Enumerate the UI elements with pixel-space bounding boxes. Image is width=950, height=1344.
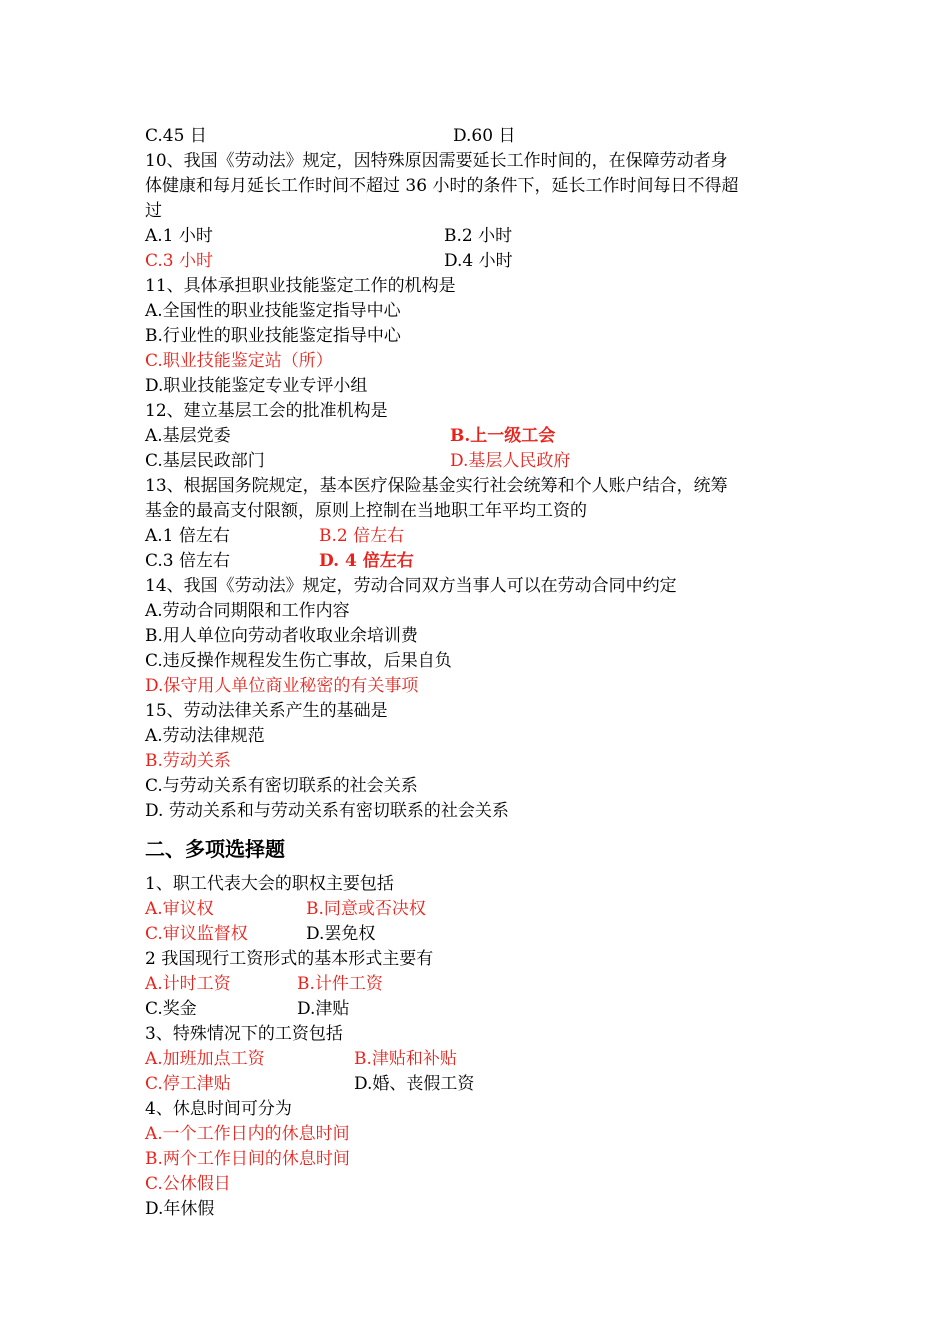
- option-b-answer: B.计件工资: [297, 974, 383, 994]
- option-d: D.罢免权: [306, 924, 376, 944]
- option-a-answer: A.加班加点工资: [145, 1049, 265, 1069]
- text-line: [145, 524, 405, 549]
- option-b: B.2 小时: [444, 226, 513, 246]
- text-line: [145, 922, 376, 947]
- option-c-answer: C.审议监督权: [145, 924, 248, 944]
- option-d: D.津贴: [297, 999, 350, 1019]
- text-line: [145, 549, 414, 574]
- option-c: C.45 日: [145, 126, 207, 146]
- option-c: C.奖金: [145, 999, 197, 1019]
- question-15: 15、劳动法律关系产生的基础是: [145, 701, 388, 721]
- option-b-answer: B.2 倍左右: [319, 526, 405, 546]
- option-d: D.60 日: [453, 126, 516, 146]
- option-b: B.用人单位向劳动者收取业余培训费: [145, 626, 418, 646]
- text-line: [145, 124, 516, 149]
- option-a: A.全国性的职业技能鉴定指导中心: [145, 301, 401, 321]
- text-line: [145, 997, 350, 1022]
- option-d: D.年休假: [145, 1199, 215, 1219]
- question-11: 11、具体承担职业技能鉴定工作的机构是: [145, 276, 456, 296]
- question-10-cont: 体健康和每月延长工作时间不超过 36 小时的条件下，延长工作时间每日不得超: [145, 176, 739, 196]
- option-a: A.劳动法律规范: [145, 726, 265, 746]
- option-a: A.基层党委: [145, 426, 231, 446]
- text-line: [145, 1072, 475, 1097]
- option-d-answer: D. 4 倍左右: [319, 551, 414, 571]
- question-13: 13、根据国务院规定，基本医疗保险基金实行社会统筹和个人账户结合，统筹: [145, 476, 728, 496]
- option-a-answer: A.计时工资: [145, 974, 231, 994]
- option-c-answer: C.停工津贴: [145, 1074, 231, 1094]
- option-d-answer: D.保守用人单位商业秘密的有关事项: [145, 676, 419, 696]
- option-c: C.违反操作规程发生伤亡事故，后果自负: [145, 651, 452, 671]
- text-line: [145, 224, 513, 249]
- option-a-answer: A.审议权: [145, 899, 214, 919]
- question-10-cont: 过: [145, 201, 162, 221]
- question-2: 2 我国现行工资形式的基本形式主要有: [145, 949, 434, 969]
- question-10: 10、我国《劳动法》规定，因特殊原因需要延长工作时间的，在保障劳动者身: [145, 151, 728, 171]
- option-c-answer: C.3 小时: [145, 251, 214, 271]
- option-c: C.与劳动关系有密切联系的社会关系: [145, 776, 418, 796]
- text-line: [145, 249, 513, 274]
- question-13-cont: 基金的最高支付限额，原则上控制在当地职工年平均工资的: [145, 501, 587, 521]
- text-line: [145, 424, 556, 449]
- question-4: 4、休息时间可分为: [145, 1099, 292, 1119]
- text-line: [145, 1047, 457, 1072]
- option-b-answer: B.津贴和补贴: [354, 1049, 457, 1069]
- question-12: 12、建立基层工会的批准机构是: [145, 401, 388, 421]
- text-line: [145, 897, 426, 922]
- option-a: A.劳动合同期限和工作内容: [145, 601, 350, 621]
- option-a: A.1 倍左右: [145, 526, 230, 546]
- text-line: [145, 449, 571, 474]
- option-d: D.4 小时: [444, 251, 513, 271]
- option-d: D.婚、丧假工资: [354, 1074, 475, 1094]
- question-3: 3、特殊情况下的工资包括: [145, 1024, 343, 1044]
- section-heading: 二、多项选择题: [145, 837, 285, 861]
- text-line: [145, 972, 383, 997]
- option-d: D.职业技能鉴定专业专评小组: [145, 376, 368, 396]
- option-c-answer: C.职业技能鉴定站（所）: [145, 351, 333, 371]
- option-b-answer: B.同意或否决权: [306, 899, 426, 919]
- option-b-answer: B.两个工作日间的休息时间: [145, 1149, 350, 1169]
- option-c-answer: C.公休假日: [145, 1174, 231, 1194]
- option-c: C.3 倍左右: [145, 551, 231, 571]
- question-1: 1、职工代表大会的职权主要包括: [145, 874, 394, 894]
- option-c: C.基层民政部门: [145, 451, 265, 471]
- option-d-answer: D.基层人民政府: [450, 451, 571, 471]
- option-a-answer: A.一个工作日内的休息时间: [145, 1124, 350, 1144]
- option-a: A.1 小时: [145, 226, 213, 246]
- question-14: 14、我国《劳动法》规定，劳动合同双方当事人可以在劳动合同中约定: [145, 576, 677, 596]
- option-b: B.行业性的职业技能鉴定指导中心: [145, 326, 401, 346]
- option-d: D. 劳动关系和与劳动关系有密切联系的社会关系: [145, 801, 509, 821]
- option-b-answer: B.上一级工会: [450, 426, 556, 446]
- option-b-answer: B.劳动关系: [145, 751, 231, 771]
